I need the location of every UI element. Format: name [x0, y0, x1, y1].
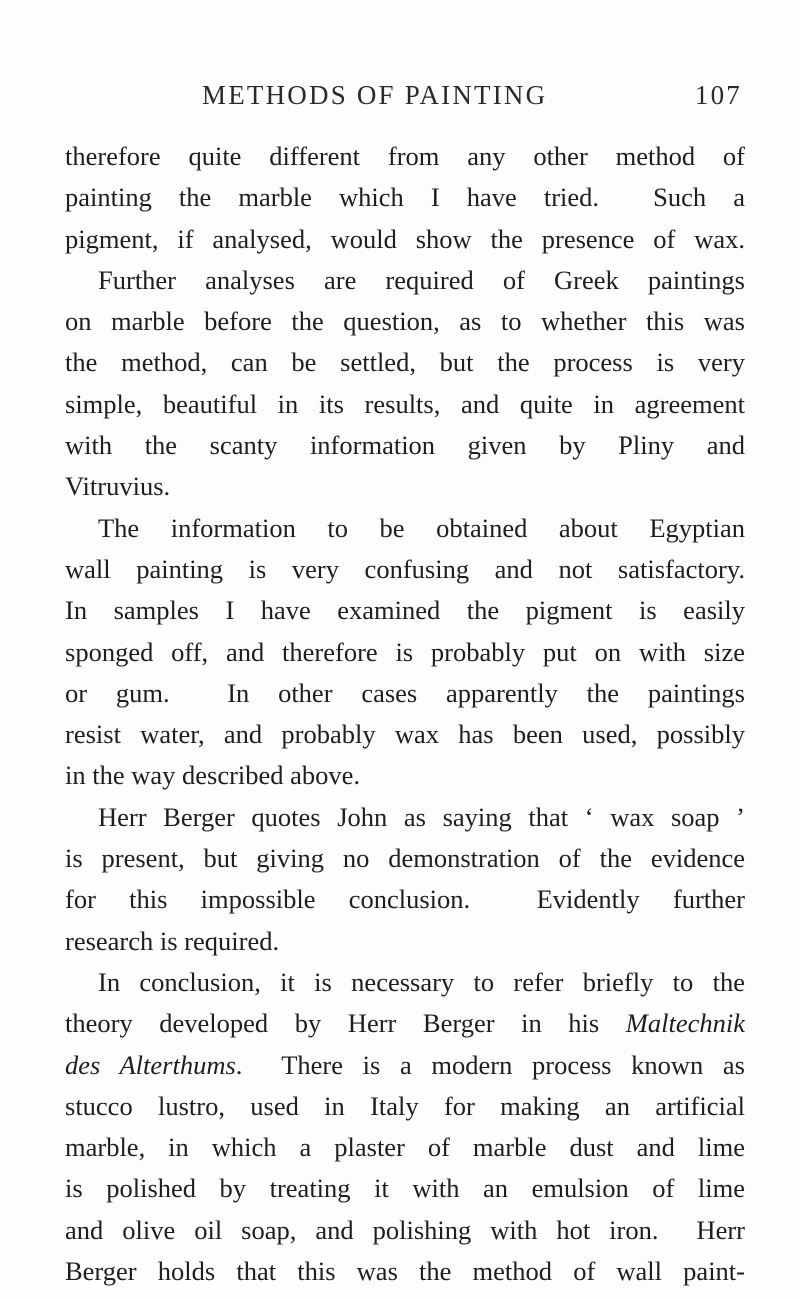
italic-title: des Alterthums: [65, 1049, 236, 1080]
page-number: 107: [694, 80, 742, 110]
text-line-with-italic: [65, 1045, 745, 1086]
text-line: Further analyses are required of Greek paintings: [98, 264, 745, 295]
italic-title: Maltechnik: [625, 1008, 745, 1039]
text-line: is polished by treating it with an emulsion of lime: [65, 1173, 745, 1204]
text-line: Berger holds that this was the method of wall paint-: [65, 1256, 745, 1287]
text-line: on marble before the question, as to whether this was: [65, 306, 745, 337]
text-line: painting the marble which I have tried. Such a: [65, 182, 745, 213]
text-line: In samples I have examined the pigment is easily: [65, 595, 745, 626]
text-segment: . There is a modern process known as: [235, 1049, 745, 1080]
text-line: with the scanty information given by Pliny and: [65, 430, 745, 461]
text-line: In conclusion, it is necessary to refer briefly to the: [98, 966, 745, 997]
text-line: for this impossible conclusion. Evidently further: [65, 884, 745, 915]
text-line: research is required.: [65, 925, 280, 956]
text-line: sponged off, and therefore is probably put on with size: [65, 636, 745, 667]
text-line: simple, beautiful in its results, and quite in agreement: [65, 388, 745, 419]
text-line: resist water, and probably wax has been used, possibly: [65, 719, 745, 750]
text-line: Herr Berger quotes John as saying that ‘ wax soap ’: [98, 801, 745, 832]
text-segment: theory developed by Herr Berger in his: [65, 1008, 626, 1039]
running-title: METHODS OF PAINTING: [202, 80, 548, 110]
text-line: stucco lustro, used in Italy for making an artificial: [65, 1090, 745, 1121]
text-line: and olive oil soap, and polishing with hot iron. Herr: [65, 1214, 745, 1245]
text-line: pigment, if analysed, would show the presence of wax.: [65, 223, 745, 254]
text-line: therefore quite different from any other method of: [65, 141, 745, 171]
text-line: the method, can be settled, but the process is very: [65, 347, 745, 378]
text-line: in the way described above.: [65, 760, 361, 791]
text-line: or gum. In other cases apparently the paintings: [65, 677, 745, 708]
text-line: Vitruvius.: [65, 471, 171, 502]
text-line: marble, in which a plaster of marble dust and lime: [65, 1132, 745, 1163]
text-line-with-italic: [65, 1003, 745, 1044]
text-line: The information to be obtained about Egyptian: [98, 512, 745, 543]
text-line: wall painting is very confusing and not satisfactory.: [65, 553, 745, 584]
running-header: [202, 80, 742, 111]
text-line: is present, but giving no demonstration of the evidence: [65, 843, 745, 874]
body-text: [65, 136, 745, 1292]
